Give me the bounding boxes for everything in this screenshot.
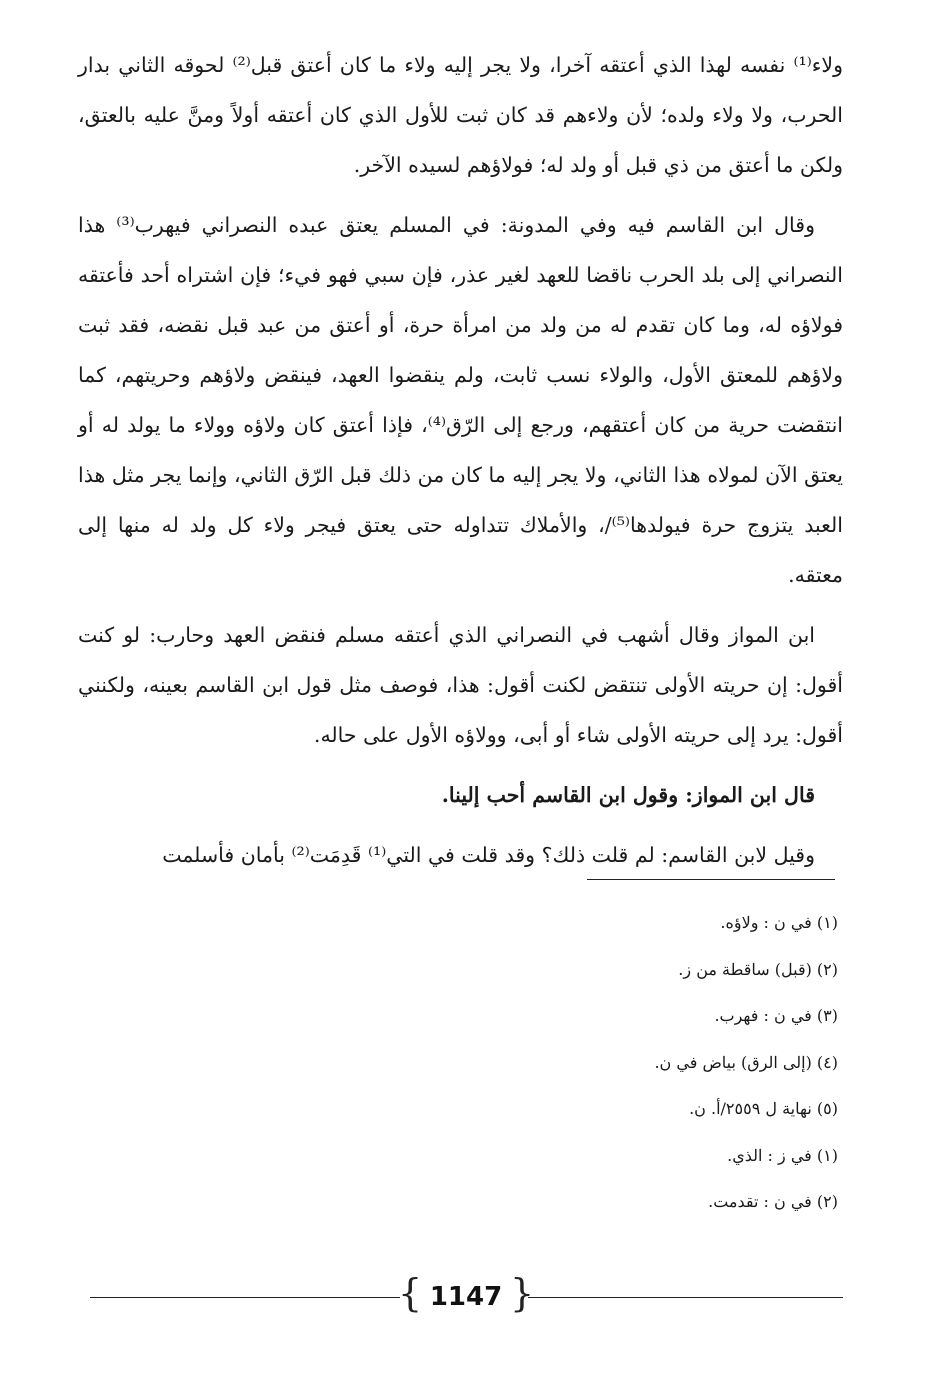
footnote-6: (١) في ز : الذي. [727,1145,838,1165]
footnote-7: (٢) في ن : تقدمت. [708,1192,838,1211]
paragraph-5: وقيل لابن القاسم: لم قلت ذلك؟ وقد قلت في التي⁽¹⁾ قَدِمَت⁽²⁾ بأمان فأسلمت [162,843,815,867]
footnote-4: (٤) (إلى الرق) بياض في ن. [654,1052,838,1072]
paragraph-1: ولاء⁽¹⁾ نفسه لهذا الذي أعتقه آخرا، ولا يجر إليه ولاء ما كان أعتق قبل⁽²⁾ لحوقه الثاني بدار الحرب، ولا ولاء ولده؛ لأن ولاءهم قد كان ثبت للأول الذي كان أعتقه أولاً ومنَّ عليه بالعتق، ولكن ما أعتق من ذي قبل أو ولد له؛ فولاؤهم لسيده الآخر. [78,53,843,177]
page-number: 1147 [429,1282,503,1312]
footnote-2: (٢) (قبل) ساقطة من ز. [678,959,838,979]
page-number-rule-right [528,1297,843,1298]
main-text [78,40,843,890]
page-number-rule-left [90,1297,400,1298]
footnote-3: (٣) في ن : فهرب. [714,1006,838,1025]
paragraph-4: قال ابن المواز: وقول ابن القاسم أحب إلينا. [441,783,815,807]
open-brace-ornament: { [398,1271,423,1315]
footnote-5: (٥) نهاية ل ٢٥٥٩/أ. ن. [689,1099,838,1118]
close-brace-ornament: } [510,1271,535,1315]
footnotes [338,900,838,1226]
footnote-separator [587,879,835,880]
paragraph-2: وقال ابن القاسم فيه وفي المدونة: في المسلم يعتق عبده النصراني فيهرب⁽³⁾ هذا النصراني إلى بلد الحرب ناقضا للعهد لغير عذر، فإن سبي فهو فيء؛ فإن اشتراه أحد فأعتقه فولاؤه له، وما كان تقدم له من ولد من امرأة حرة، أو أعتق من عبد قبل نقضه، فقد ثبت ولاؤهم للمعتق الأول، والولاء نسب ثابت، ولم ينقضوا العهد، فينقض ولاؤهم وحريتهم، كما انتقضت حرية من كان أعتقهم، ورجع إلى الرّق⁽⁴⁾، فإذا أعتق كان ولاؤه وولاء ما يولد له أو يعتق الآن لمولاه هذا الثاني، ولا يجر إليه ما كان من ذلك قبل الرّق الثاني، وإنما يجر مثل هذا العبد يتزوج حرة فيولدها⁽⁵⁾/، والأملاك تتداوله حتى يعتق فيجر ولاء كل ولد له منها إلى معتقه. [78,213,843,587]
paragraph-3: ابن المواز وقال أشهب في النصراني الذي أعتقه مسلم فنقض العهد وحارب: لو كنت أقول: إن حريته الأولى تنتقض لكنت أقول: هذا، فوصف مثل قول ابن القاسم بعينه، ولكنني أقول: يرد إلى حريته الأولى شاء أو أبى، وولاؤه الأول على حاله. [78,623,843,747]
footnote-1: (١) في ن : ولاؤه. [720,913,838,932]
